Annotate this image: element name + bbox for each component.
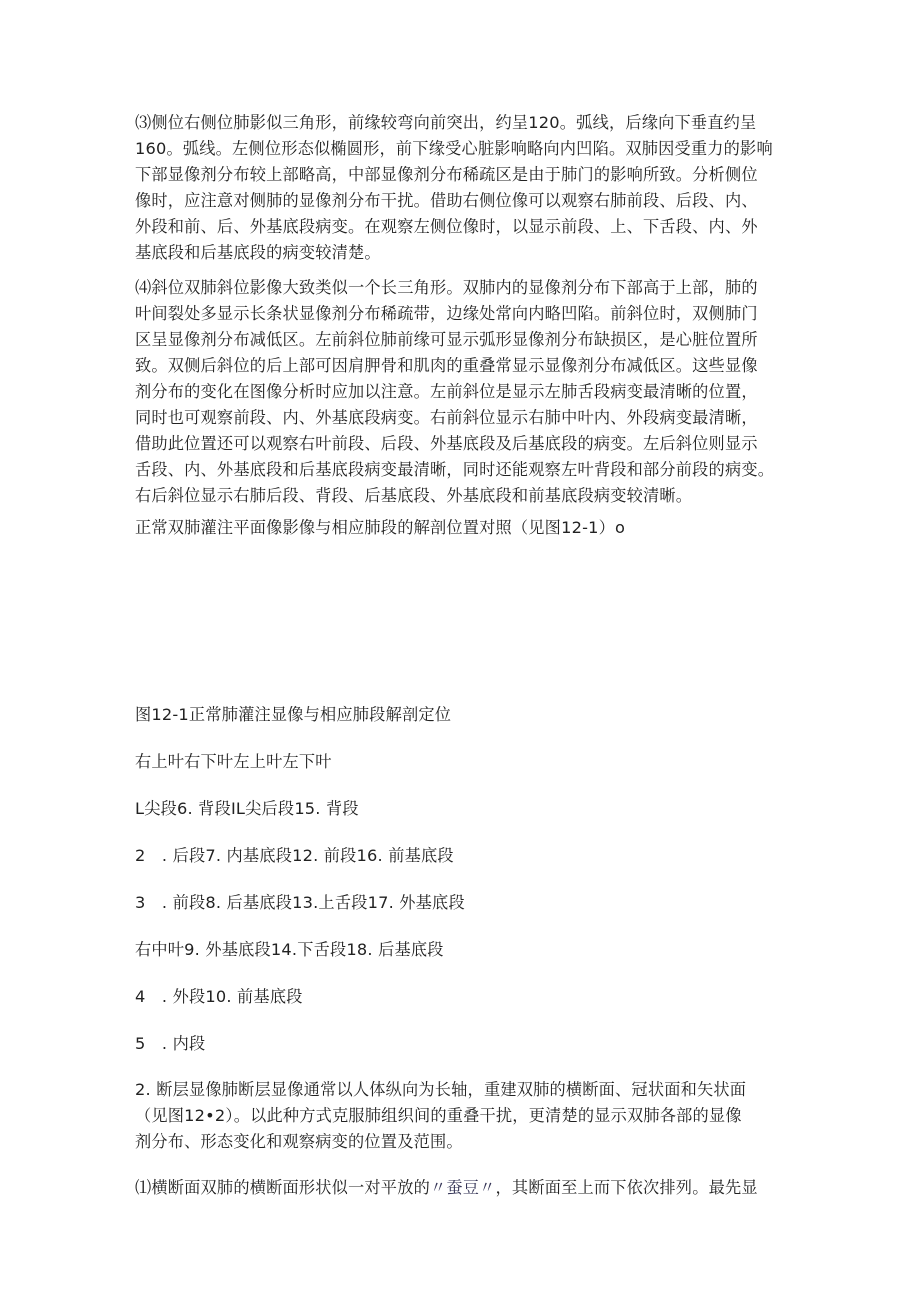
text-line: 借助此位置还可以观察右叶前段、后段、外基底段及后基底段的病变。左后斜位则显示	[135, 434, 758, 453]
paragraph-lateral-view	[135, 110, 795, 266]
text-line: 舌段、内、外基底段和后基底段病变最清晰，同时还能观察左叶背段和部分前段的病变。	[135, 460, 775, 479]
paragraph-tomography	[135, 1077, 795, 1155]
text-line: 区呈显像剂分布减低区。左前斜位肺前缘可显示弧形显像剂分布缺损区，是心脏位置所	[135, 330, 758, 349]
legend-line: 4 . 外段10. 前基底段	[135, 987, 303, 1006]
text-line: 右后斜位显示右肺后段、背段、后基底段、外基底段和前基底段病变较清晰。	[135, 486, 693, 505]
text-line: 剂分布的变化在图像分析时应加以注意。左前斜位是显示左肺舌段病变最清晰的位置，	[135, 382, 758, 401]
text-line: 基底段和后基底段的病变较清楚。	[135, 243, 381, 262]
text-line: ⑷斜位双肺斜位影像大致类似一个长三角形。双肺内的显像剂分布下部高于上部，肺的	[135, 278, 758, 297]
legend-line: 右上叶右下叶左上叶左下叶	[135, 752, 332, 771]
text-line: 同时也可观察前段、内、外基底段病变。右前斜位显示右肺中叶内、外段病变最清晰，	[135, 408, 758, 427]
figure-caption: 图12-1正常肺灌注显像与相应肺段解剖定位	[135, 705, 452, 724]
legend-line: 2 . 后段7. 内基底段12. 前段16. 前基底段	[135, 846, 454, 865]
transverse-suffix: ，其断面至上而下依次排列。最先显	[495, 1178, 758, 1197]
comparison-sentence: 正常双肺灌注平面像影像与相应肺段的解剖位置对照（见图12-1）o	[135, 518, 626, 537]
text-line: （见图12•2）。以此种方式克服肺组织间的重叠干扰，更清楚的显示双肺各部的显像	[135, 1106, 742, 1125]
paragraph-transverse-section	[135, 1175, 758, 1201]
legend-line: 右中叶9. 外基底段14.下舌段18. 后基底段	[135, 940, 444, 959]
text-line: 叶间裂处多显示长条状显像剂分布稀疏带，边缘处常向内略凹陷。前斜位时，双侧肺门	[135, 304, 758, 323]
text-line: 致。双侧后斜位的后上部可因肩胛骨和肌肉的重叠常显示显像剂分布减低区。这些显像	[135, 356, 758, 375]
text-line: 160。弧线。左侧位形态似椭圆形，前下缘受心脏影响略向内凹陷。双肺因受重力的影响	[135, 139, 773, 158]
text-line: 像时，应注意对侧肺的显像剂分布干扰。借助右侧位像可以观察右肺前段、后段、内、	[135, 191, 758, 210]
transverse-prefix: ⑴横断面双肺的横断面形状似一对平放的	[135, 1178, 430, 1197]
text-line: 外段和前、后、外基底段病变。在观察左侧位像时，以显示前段、上、下舌段、内、外	[135, 217, 758, 236]
text-line: ⑶侧位右侧位肺影似三角形，前缘较弯向前突出，约呈120。弧线，后缘向下垂直约呈	[135, 113, 757, 132]
text-line: 下部显像剂分布较上部略高，中部显像剂分布稀疏区是由于肺门的影响所致。分析侧位	[135, 165, 758, 184]
text-line: 剂分布、形态变化和观察病变的位置及范围。	[135, 1132, 463, 1151]
paragraph-oblique-view	[135, 275, 795, 509]
text-line: 2. 断层显像肺断层显像通常以人体纵向为长轴，重建双肺的横断面、冠状面和矢状面	[135, 1080, 747, 1099]
legend-line: 5 . 内段	[135, 1034, 206, 1053]
legend-line: L尖段6. 背段IL尖后段15. 背段	[135, 799, 359, 818]
legend-line: 3 . 前段8. 后基底段13.上舌段17. 外基底段	[135, 893, 465, 912]
transverse-quoted-term: 〃蚕豆〃	[429, 1178, 496, 1197]
